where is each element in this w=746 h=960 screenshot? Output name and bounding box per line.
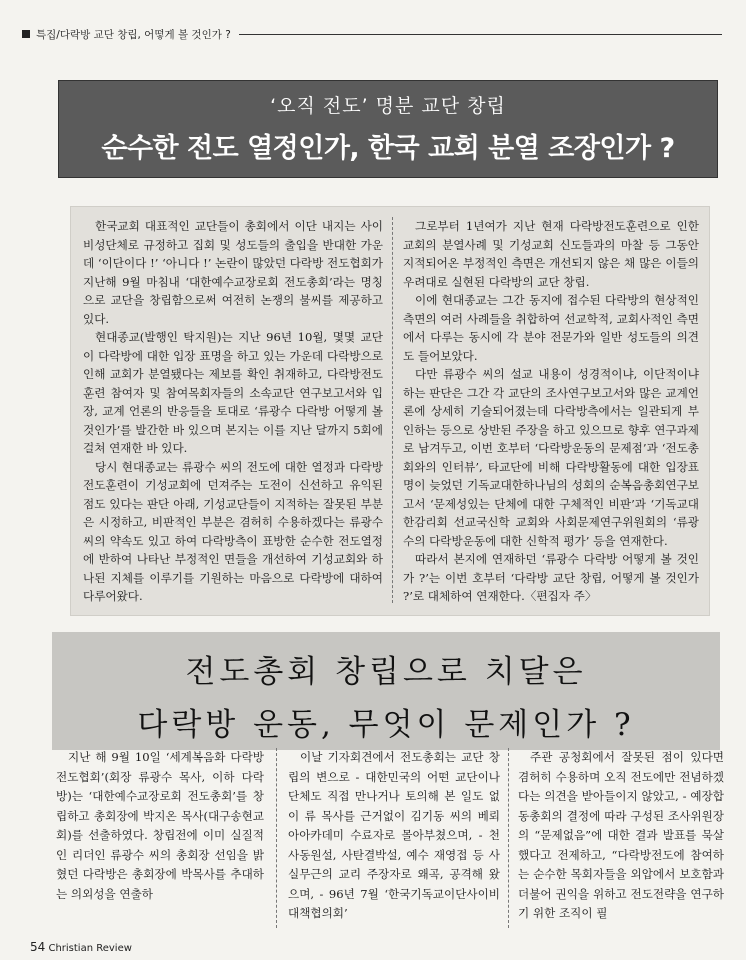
intro-paragraph: 당시 현대종교는 류광수 씨의 전도에 대한 열정과 다락방전도훈련이 기성교회에 던져주는 도전이 신선하고 유익된 점도 있다는 판단 아래, 기성교단들이 지적하는 잘못된 부분은 시정하고, 비판적인 부분은 겸허히 수용하겠다는 류광수 씨의 약속도 있고 하여 다락방측이 표방한 순수한 전도열정에 반하여 나타난 부정적인 면들을 개선하여 기성교회와 하나된 지체를 이루기를 기원하는 마음으로 다락방에 대하여 다루어왔다.: [83, 459, 383, 603]
article-headline-line2: 다락방 운동, 무엇이 문제인가 ?: [137, 707, 635, 743]
column-divider: [392, 217, 393, 603]
article-column-1: [56, 748, 264, 904]
page-number: 54: [30, 940, 46, 954]
intro-paragraph: 이에 현대종교는 그간 동지에 접수된 다락방의 현상적인 측면의 여러 사례들을 취합하여 선교학적, 교회사적인 측면에서 다루는 동시에 각 분야 전문가와 일반 성도들의 의견도 들어보았다.: [403, 293, 699, 363]
top-subtitle: ‘오직 전도’ 명분 교단 창립: [270, 95, 506, 117]
section-title: 특집/다락방 교단 창립, 어떻게 볼 것인가 ?: [36, 28, 231, 41]
intro-paragraph: 한국교회 대표적인 교단들이 총회에서 이단 내지는 사이비성단체로 규정하고 집회 및 성도들의 출입을 반대한 가운데 ‘이단이다 !’ ‘아니다 !’ 논란이 많았던 다락방 전도협회가 지난해 9월 마침내 ‘대한예수교장로회 전도총회’라는 명칭으로 교단을 창립함으로써 여전히 논쟁의 불씨를 제공하고 있다.: [83, 219, 383, 326]
intro-left-column: [83, 217, 383, 606]
article-column-3: [518, 748, 724, 924]
intro-paragraph: 따라서 본지에 연재하던 ‘류광수 다락방 어떻게 볼 것인가 ?’는 이번 호부터 ‘다락방 교단 창립, 어떻게 볼 것인가 ?’로 대체하여 연재한다.〈편집자 주〉: [403, 552, 699, 603]
article-title-banner: [52, 632, 720, 750]
top-title-banner: [58, 80, 718, 178]
article-paragraph: 이날 기자회견에서 전도총회는 교단 창립의 변으로 - 대한민국의 어떤 교단이나 단체도 직접 만나거나 토의해 본 일도 없이 류 목사를 근거없이 김기동 씨의 베뢰아아카데미 수료자로 몰아부쳤으며, - 천사동원설, 사탄결박설, 예수 재영접 등 사실무근의 교리 주장자로 왜곡, 공격해 왔으며, - 96년 7월 ‘한국기독교이단사이비대책협의회’: [288, 750, 500, 920]
article-column-2: [288, 748, 500, 924]
square-bullet-icon: [22, 30, 30, 38]
intro-paragraph: 다만 류광수 씨의 설교 내용이 성경적이냐, 이단적이냐 하는 판단은 그간 각 교단의 조사연구보고서와 많은 교계언론에 상세히 기술되어졌는데 다락방측에서는 일관되게 부인하는 등으로 상반된 주장을 하고 있으므로 향후 연구과제로 남겨두고, 이번 호부터 ‘다락방운동의 문제점’과 ‘전도총회와의 인터뷰’, 타교단에 비해 다락방활동에 대한 입장표명이 늦었던 기독교대한하나님의 성회의 순복음총회연구보고서 ‘문제성있는 단체에 대한 구체적인 비판’과 ‘기독교대한감리회 선교국신학 교회와 사회문제연구위원회의 ‘류광수의 다락방운동에 대한 신학적 평가’ 등을 연재한다.: [403, 367, 699, 548]
intro-paragraph: 그로부터 1년여가 지난 현재 다락방전도훈련으로 인한 교회의 분열사례 및 기성교회 신도들과의 마찰 등 그동안 지적되어온 부정적인 측면은 개선되지 않은 채 많은 이들의 우려대로 실현된 다락방의 교단 창립.: [403, 219, 699, 289]
magazine-name: Christian Review: [48, 943, 132, 954]
column-divider: [276, 748, 277, 928]
column-divider: [508, 748, 509, 928]
article-headline-line1: 전도총회 창립으로 치달은: [185, 654, 587, 690]
editor-intro-box: [70, 206, 710, 616]
intro-paragraph: 현대종교(발행인 탁지원)는 지난 96년 10월, 몇몇 교단이 다락방에 대한 입장 표명을 하고 있는 가운데 다락방으로 인해 교회가 분열됐다는 제보를 확인 취재하고, 다락방전도훈련 참여자 및 참여목회자들의 소속교단 연구보고서와 입장, 교계 언론의 반응들을 토대로 ‘류광수 다락방 어떻게 볼 것인가’를 발간한 바 있으며 본지는 이를 지난 달까지 5회에 걸쳐 연재한 바 있다.: [83, 330, 383, 455]
intro-right-column: [403, 217, 699, 606]
top-headline: 순수한 전도 열정인가, 한국 교회 분열 조장인가 ?: [101, 133, 675, 164]
header-rule: [239, 34, 722, 35]
article-paragraph: 지난 해 9월 10일 ‘세계복음화 다락방전도협회’(회장 류광수 목사, 이하 다락방)는 ‘대한예수교장로회 전도총회’를 창립하고 총회장에 박지온 목사(대구송현교회)를 선출하였다. 창립전에 이미 실질적인 리더인 류광수 씨의 총회장 선임을 밝혔던 다락방은 총회장에 박목사를 추대하는 의외성을 연출하: [56, 750, 264, 901]
article-paragraph: 주관 공청회에서 잘못된 점이 있다면 겸허히 수용하며 오직 전도에만 전념하겠다는 의견을 받아들이지 않았고, - 예장합동총회의 결정에 따라 구성된 조사위원장의 “문제없음”에 대한 결과 발표를 묵살했다고 전제하고, “다락방전도에 참여하는 순수한 목회자들을 외압에서 보호함과 더불어 권익을 위하고 전도전략을 연구하기 위한 조직이 필: [518, 750, 724, 920]
page-footer: [30, 940, 132, 954]
section-header: [22, 24, 722, 44]
